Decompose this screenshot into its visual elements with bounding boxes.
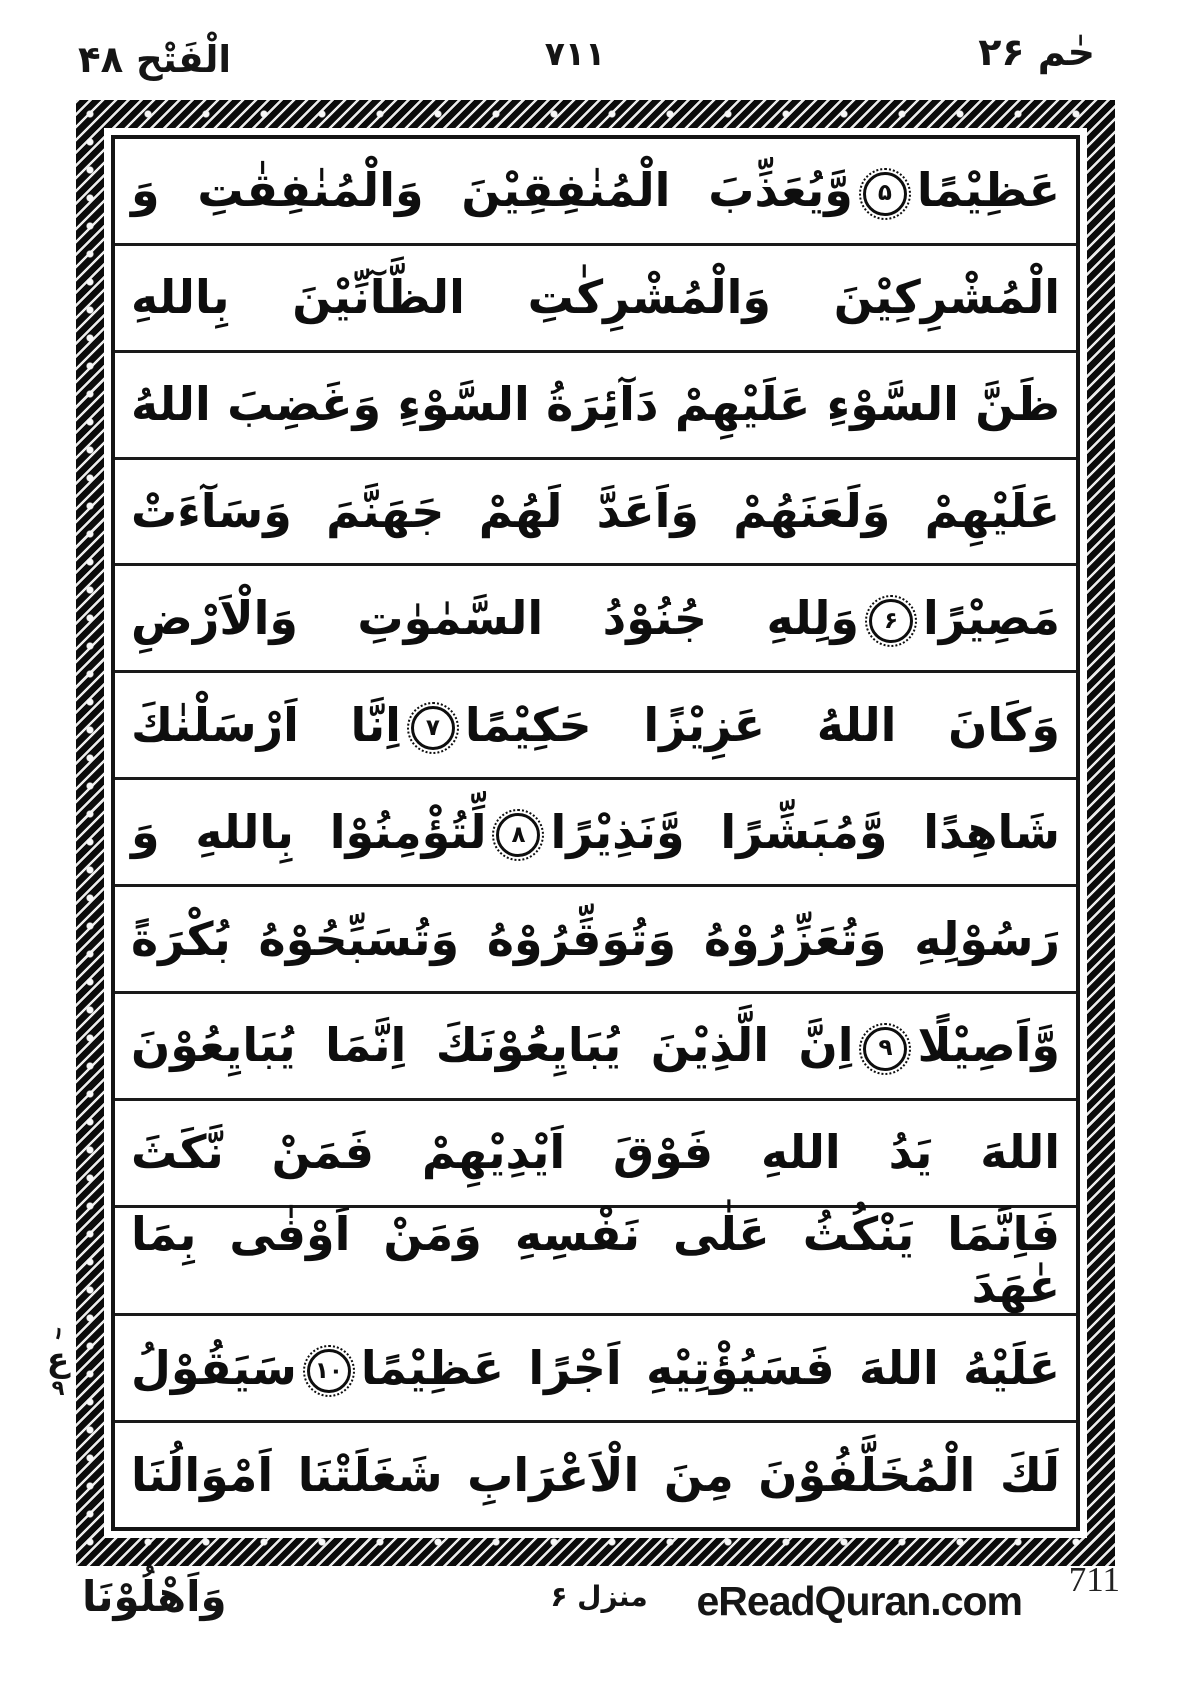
quran-line	[115, 460, 1076, 567]
page-header	[0, 0, 1190, 100]
ayah-marker: ۶	[869, 599, 913, 643]
quran-line-text: مَصِيْرًا۶وَلِلهِ جُنُوْدُ السَّمٰوٰتِ وَالْاَرْضِ	[131, 590, 1060, 645]
catchword: وَاَهْلُوْنَا	[82, 1572, 227, 1621]
surah-title: الْفَتْح ۴۸	[78, 38, 232, 81]
page-number-arabic: ۷۱۱	[544, 34, 606, 73]
quran-line-text: لَكَ الْمُخَلَّفُوْنَ مِنَ الْاَعْرَابِ شَغَلَتْنَا اَمْوَالُنَا	[131, 1447, 1060, 1502]
quran-frame	[76, 100, 1115, 1566]
ayah-marker: ۷	[411, 706, 455, 750]
quran-line	[115, 139, 1076, 246]
quran-line-text: وَّاَصِيْلًا۹اِنَّ الَّذِيْنَ يُبَايِعُوْنَكَ اِنَّمَا يُبَايِعُوْنَ	[131, 1018, 1060, 1073]
quran-line-text: اللهَ يَدُ اللهِ فَوْقَ اَيْدِيْهِمْ فَمَنْ نَّكَثَ	[131, 1125, 1060, 1180]
quran-line	[115, 780, 1076, 887]
ruku-number-top: ۱	[50, 1322, 67, 1346]
quran-line-text: الْمُشْرِكِيْنَ وَالْمُشْرِكٰتِ الظَّآنِّيْنَ بِاللهِ	[131, 270, 1060, 325]
quran-line	[115, 994, 1076, 1101]
quran-line-text: عَلَيْهُ اللهَ فَسَيُؤْتِيْهِ اَجْرًا عَظِيْمًا۱۰سَيَقُوْلُ	[131, 1340, 1060, 1395]
quran-line	[115, 1423, 1076, 1527]
quran-line-text: عَلَيْهِمْ وَلَعَنَهُمْ وَاَعَدَّ لَهُمْ جَهَنَّمَ وَسَآءَتْ	[131, 484, 1060, 539]
quran-line	[115, 353, 1076, 460]
ayah-marker: ۹	[863, 1027, 907, 1071]
ayah-marker: ۵	[863, 172, 907, 216]
juz-label: حٰم ۲۶	[978, 30, 1095, 74]
quran-line	[115, 1208, 1076, 1317]
quran-line	[115, 673, 1076, 780]
quran-lines	[111, 135, 1080, 1531]
ruku-margin-marker	[30, 1322, 86, 1400]
quran-line	[115, 246, 1076, 353]
quran-line-text: عَظِيْمًا۵وَّيُعَذِّبَ الْمُنٰفِقِيْنَ وَالْمُنٰفِقٰتِ وَ	[131, 163, 1060, 218]
quran-line-text: فَاِنَّمَا يَنْكُثُ عَلٰى نَفْسِهِ وَمَنْ اَوْفٰى بِمَا عٰهَدَ	[131, 1206, 1060, 1314]
quran-line-text: شَاهِدًا وَّمُبَشِّرًا وَّنَذِيْرًا۸لِّتُؤْمِنُوْا بِاللهِ وَ	[131, 804, 1060, 859]
quran-line	[115, 566, 1076, 673]
quran-line	[115, 887, 1076, 994]
border-gap	[104, 128, 1087, 1538]
ayah-marker: ۸	[496, 813, 540, 857]
ruku-number-bottom: ۹	[51, 1375, 65, 1400]
ayah-marker: ۱۰	[307, 1349, 351, 1393]
quran-line-text: وَكَانَ اللهُ عَزِيْزًا حَكِيْمًا۷اِنَّا اَرْسَلْنٰكَ	[131, 697, 1060, 752]
quran-line	[115, 1316, 1076, 1423]
manzil-label: منزل ۶	[550, 1580, 648, 1613]
ornament-border	[76, 100, 1115, 1566]
brand-text: eReadQuran.com	[696, 1578, 1022, 1624]
quran-line	[115, 1101, 1076, 1208]
quran-line-text: رَسُوْلِهِ وَتُعَزِّرُوْهُ وَتُوَقِّرُوْهُ وَتُسَبِّحُوْهُ بُكْرَةً	[131, 911, 1060, 966]
ruku-ain-symbol: ع	[46, 1340, 70, 1379]
page-number: 711	[1068, 1560, 1120, 1599]
quran-line-text: ظَنَّ السَّوْءِ عَلَيْهِمْ دَآئِرَةُ السَّوْءِ وَغَضِبَ اللهُ	[131, 377, 1060, 432]
